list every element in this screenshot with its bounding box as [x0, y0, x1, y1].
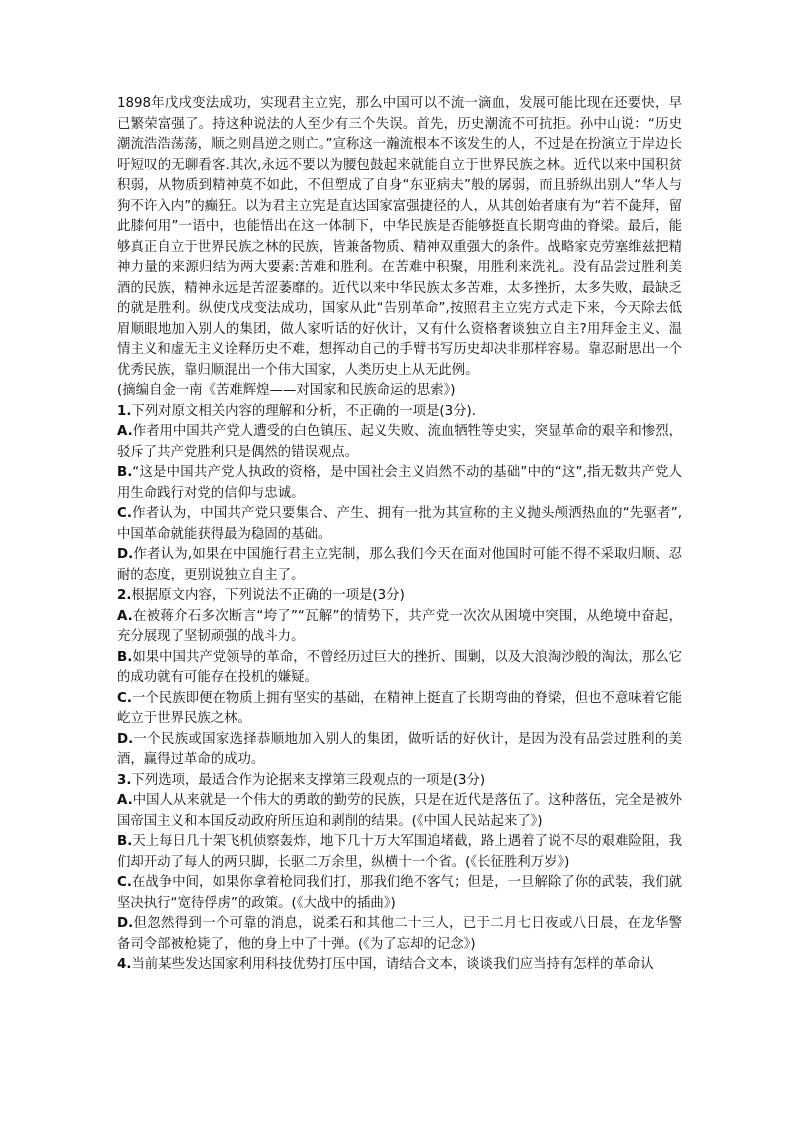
option-letter: A. [117, 793, 133, 808]
option-text: 作者用中国共产党人遭受的白色镇压、起义失败、流血牺牲等史实，突显革命的艰辛和惨烈，驳斥了共产党胜利只是偶然的错误观点。 [117, 424, 682, 460]
question-stem [117, 771, 682, 792]
option-text: 一个民族或国家选择恭顺地加入别人的集团，做听话的好伙计，是因为没有品尝过胜利的美酒，赢得过革命的成功。 [117, 731, 682, 767]
option-text: 天上每日几十架飞机侦察轰炸，地下几十万大军围追堵截，路上遇着了说不尽的艰难险阻，我们却开动了每人的两只脚，长驱二万余里，纵横十一个省。(《长征胜利万岁》) [117, 834, 682, 870]
option-text: “这是中国共产党人执政的资格，是中国社会主义岿然不动的基础”中的“这”,指无数共产党人用生命践行对党的信仰与忠诚。 [117, 465, 682, 501]
question-number: 4. [117, 957, 132, 972]
option-text: 在被蒋介石多次断言“垮了”“瓦解”的情势下，共产党一次次从困境中突围，从绝境中奋起，充分展现了坚韧顽强的战斗力。 [117, 608, 682, 644]
question-stem [117, 955, 682, 976]
question-1 [117, 402, 682, 587]
option-b [117, 463, 682, 504]
question-stem [117, 402, 682, 423]
option-c [117, 504, 682, 545]
option-letter: D. [117, 547, 134, 562]
option-c [117, 689, 682, 730]
option-d [117, 545, 682, 586]
question-number: 3. [117, 772, 132, 788]
option-d [117, 914, 682, 955]
question-stem-text: 下列对原文相关内容的理解和分析，不正确的一项是(3分). [131, 403, 477, 419]
question-stem-text: 根据原文内容，下列说法不正确的一项是(3分) [131, 588, 405, 603]
option-letter: B. [117, 649, 133, 665]
option-a [117, 607, 682, 648]
option-text: 作者认为，中国共产党只要集合、产生、拥有一批为其宣称的主义抛头颅洒热血的“先驱者”,中国革命就能获得最为稳固的基础。 [117, 506, 682, 542]
option-letter: B. [117, 465, 133, 480]
option-a [117, 422, 682, 463]
document-page [117, 94, 682, 976]
option-d [117, 730, 682, 771]
option-text: 如果中国共产党领导的革命，不曾经历过巨大的挫折、围剿，以及大浪淘沙般的淘汰，那么它的成功就有可能存在投机的嫌疑。 [117, 649, 682, 685]
option-letter: B. [117, 834, 133, 849]
option-letter: C. [117, 506, 132, 521]
passage-paragraph: 1898年戊戌变法成功，实现君主立宪，那么中国可以不流一滴血，发展可能比现在还要快，早已繁荣富强了。持这种说法的人至少有三个失误。首先，历史潮流不可抗拒。孙中山说：“历史潮流浩浩荡荡，顺之则昌逆之则亡。”宣称这一瀚流根本不该发生的人，不过是在扮演立于岸边长吁短叹的无聊看客.其次,永远不要以为腰包鼓起来就能自立于世界民族之林。近代以来中国积贫积弱，从物质到精神莫不如此，不但塑成了自身“东亚病夫”般的孱弱，而且骄纵出别人“华人与狗不许入内”的癫狂。以为君主立宪是直达国家富强捷径的人，从其创始者康有为“若不彘拜，留此膝何用”一语中，也能悟出在这一体制下，中华民族是否能够挺直长期弯曲的脊梁。最后，能够真正自立于世界民族之林的民族，皆兼备物质、精神双重强大的条件。战略家克劳塞维兹把精神力量的来源归结为两大要素:苦难和胜利。在苦难中积聚，用胜利来洗礼。没有品尝过胜利美酒的民族，精神永远是苦涩萎靡的。近代以来中华民族太多苦难，太多挫折，太多失败，最缺乏的就是胜利。纵使戊戌变法成功，国家从此“告别革命”,按照君主立宪方式走下来，今天除去低眉顺眼地加入别人的集团，做人家听话的好伙计，又有什么资格奢谈独立自主?用拜金主义、温情主义和虚无主义诠释历史不难，想挥动自己的手臂书写历史却决非那样容易。靠忍耐思出一个优秀民族，靠归顺混出一个伟大国家，人类历史上从无此例。 [117, 96, 682, 378]
question-stem-text: 下列选项，最适合作为论据来支撑第三段观点的一项是(3分) [131, 772, 486, 788]
option-b [117, 832, 682, 873]
option-text: 中国人从来就是一个伟大的勇敢的勤劳的民族，只是在近代是落伍了。这种落伍，完全是被外国帝国主义和本国反动政府所压迫和剥削的结果。(《中国人民站起来了》) [117, 793, 682, 829]
option-text: 作者认为,如果在中国施行君主立宪制，那么我们今天在面对他国时可能不得不采取归顺、忍耐的态度，更别说独立自主了。 [117, 547, 682, 583]
question-stem-text: 当前某些发达国家利用科技优势打压中国，请结合文本，谈谈我们应当持有怎样的革命认 [131, 957, 654, 972]
question-3 [117, 771, 682, 956]
question-stem [117, 586, 682, 607]
option-letter: D. [117, 731, 134, 747]
option-text: 一个民族即便在物质上拥有坚实的基础，在精神上挺直了长期弯曲的脊梁，但也不意味着它能屹立于世界民族之林。 [117, 690, 682, 726]
question-number: 2. [117, 588, 132, 603]
question-2 [117, 586, 682, 771]
option-letter: A. [117, 608, 133, 624]
option-text: 但忽然得到一个可靠的消息，说柔石和其他二十三人，已于二月七日夜或八日晨，在龙华警备司令部被枪毙了，他的身上中了十弹。(《为了忘却的记念》) [117, 916, 682, 952]
question-4 [117, 955, 682, 976]
option-text: 在战争中间，如果你拿着枪同我们打，那我们绝不客气；但是，一旦解除了你的武装，我们就坚决执行“宽待俘虏”的政策。(《大战中的插曲》) [117, 875, 682, 911]
option-c [117, 873, 682, 914]
option-letter: D. [117, 916, 134, 931]
option-letter: A. [117, 424, 133, 439]
option-letter: C. [117, 875, 132, 890]
question-number: 1. [117, 403, 132, 419]
option-b [117, 648, 682, 689]
option-a [117, 791, 682, 832]
option-letter: C. [117, 690, 132, 706]
passage-source: (摘编自金一南《苦难辉煌——对国家和民族命运的思索》) [117, 383, 456, 398]
